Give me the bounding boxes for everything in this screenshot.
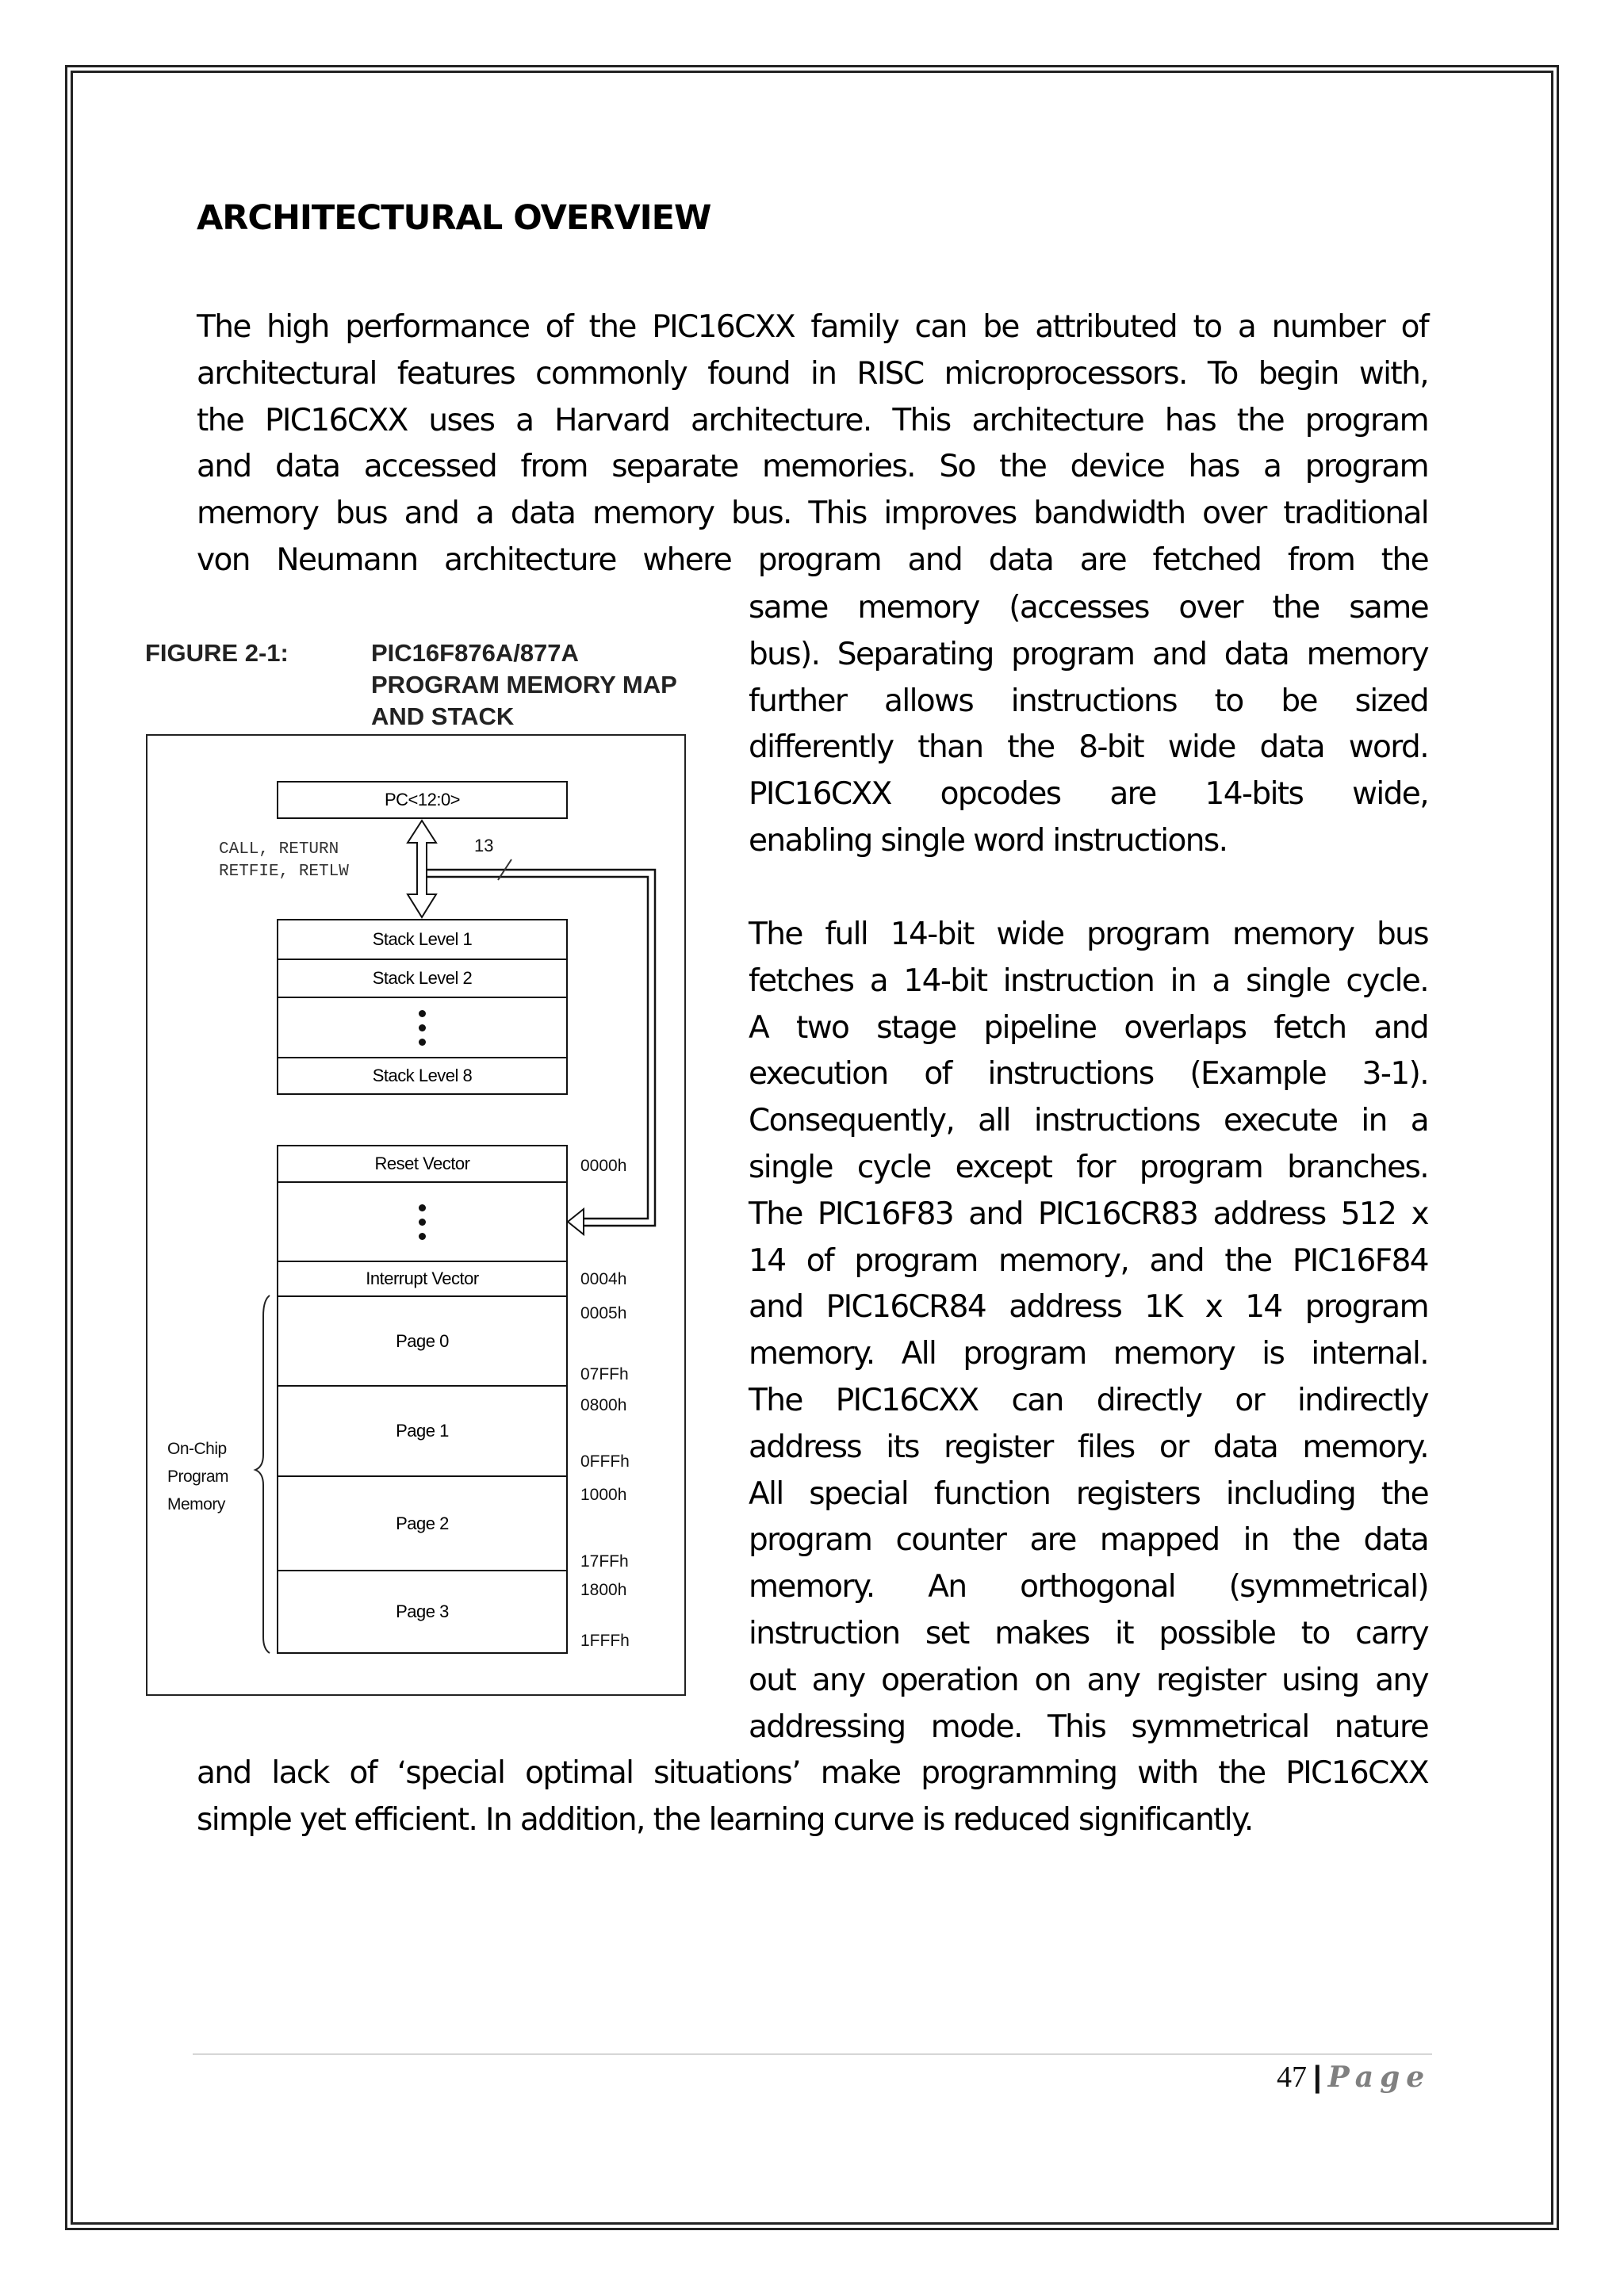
text-line: and PIC16CR84 address 1K x 14 program: [749, 1289, 1428, 1326]
figure-number: FIGURE 2-1:: [145, 639, 289, 667]
text-line: 14 of program memory, and the PIC16F84: [749, 1242, 1428, 1279]
text-line: addressing mode. This symmetrical nature: [749, 1709, 1428, 1745]
stack-label: Stack Level 8: [372, 1066, 473, 1085]
address-label: 0004h: [580, 1270, 627, 1288]
text-line: out any operation on any register using any: [749, 1662, 1428, 1698]
text-line: All special function registers including the: [749, 1475, 1428, 1512]
bus-width-label: 13: [474, 836, 494, 855]
page-label: Page 3: [396, 1601, 449, 1621]
address-label: 0FFFh: [580, 1452, 630, 1471]
address-label: 0000h: [580, 1157, 627, 1175]
text-line: memory bus and a data memory bus. This improves bandwidth over traditional: [197, 496, 1428, 532]
text-line: differently than the 8-bit wide data word.: [749, 729, 1428, 766]
text-line: fetches a 14-bit instruction in a single cycle.: [749, 962, 1428, 999]
figure-title-line: PIC16F876A/877A: [371, 639, 579, 667]
stack-level-8: [277, 1057, 568, 1095]
page-label: Page 1: [396, 1421, 449, 1441]
vertical-ellipsis-icon: [419, 1010, 426, 1046]
page-1: [277, 1385, 568, 1477]
call-return-label: CALL, RETURN: [219, 840, 339, 859]
address-label: 07FFh: [580, 1365, 629, 1383]
text-line: The high performance of the PIC16CXX family can be attributed to a number of: [197, 309, 1428, 345]
vector-gap: [277, 1181, 568, 1262]
page-word: Page: [1327, 2061, 1431, 2094]
text-line: memory. All program memory is internal.: [749, 1336, 1428, 1372]
address-label: 17FFh: [580, 1552, 629, 1571]
text-line: address its register files or data memory.: [749, 1429, 1428, 1465]
text-line: the PIC16CXX uses a Harvard architecture. This architecture has the program: [197, 402, 1428, 438]
page-label: Page 2: [396, 1513, 449, 1533]
page-label: Page 0: [396, 1330, 449, 1351]
text-line: further allows instructions to be sized: [749, 683, 1428, 719]
pc-label: PC<12:0>: [384, 790, 461, 809]
label-line: On-Chip: [167, 1440, 227, 1458]
text-line: enabling single word instructions.: [749, 822, 1228, 859]
text-line: architectural features commonly found in RISC microprocessors. To begin with,: [197, 355, 1428, 392]
address-label: 1800h: [580, 1581, 627, 1599]
address-label: 0800h: [580, 1396, 627, 1414]
vertical-ellipsis-icon: [419, 1204, 426, 1240]
reset-vector: [277, 1145, 568, 1183]
stack-level-2: [277, 959, 568, 998]
page-number: 47: [1277, 2061, 1307, 2094]
text-line: same memory (accesses over the same: [749, 590, 1428, 626]
figure-title-line: AND STACK: [371, 702, 515, 730]
interrupt-vector: [277, 1261, 568, 1297]
page-0: [277, 1295, 568, 1387]
on-chip-memory-label: [167, 1435, 228, 1518]
text-line: execution of instructions (Example 3-1).: [749, 1056, 1428, 1093]
retfie-retlw-label: RETFIE, RETLW: [219, 863, 349, 881]
section-heading: ARCHITECTURAL OVERVIEW: [197, 198, 711, 238]
page-2: [277, 1475, 568, 1571]
text-line: instruction set makes it possible to carry: [749, 1615, 1428, 1651]
footer-divider: [193, 2053, 1432, 2055]
footer-separator: |: [1313, 2061, 1322, 2094]
text-line: simple yet efficient. In addition, the learning curve is reduced significantly.: [197, 1801, 1253, 1838]
label-line: Program: [167, 1468, 229, 1486]
stack-ellipsis: [277, 997, 568, 1058]
text-line: The PIC16CXX can directly or indirectly: [749, 1382, 1428, 1418]
page-footer: [1277, 2060, 1431, 2095]
text-line: A two stage pipeline overlaps fetch and: [749, 1009, 1428, 1046]
address-label: 1FFFh: [580, 1632, 630, 1650]
text-line: single cycle except for program branches.: [749, 1149, 1428, 1185]
memory-label: Reset Vector: [374, 1154, 470, 1173]
text-line: The PIC16F83 and PIC16CR83 address 512 x: [749, 1196, 1428, 1232]
stack-level-1: [277, 919, 568, 960]
text-line: PIC16CXX opcodes are 14-bits wide,: [749, 776, 1428, 813]
page-3: [277, 1570, 568, 1654]
text-line: memory. An orthogonal (symmetrical): [749, 1569, 1428, 1605]
figure-title-line: PROGRAM MEMORY MAP: [371, 671, 677, 698]
text-line: Consequently, all instructions execute in a: [749, 1103, 1428, 1139]
label-line: Memory: [167, 1495, 225, 1513]
text-line: and data accessed from separate memories. So the device has a program: [197, 449, 1428, 485]
text-line: program counter are mapped in the data: [749, 1522, 1428, 1559]
text-line: The full 14-bit wide program memory bus: [749, 916, 1428, 952]
stack-label: Stack Level 2: [372, 968, 473, 988]
text-line: von Neumann architecture where program and data are fetched from the: [197, 541, 1428, 578]
memory-label: Interrupt Vector: [366, 1269, 479, 1288]
address-label: 1000h: [580, 1486, 627, 1504]
text-line: and lack of ‘special optimal situations’ make programming with the PIC16CXX: [197, 1755, 1428, 1791]
text-line: bus). Separating program and data memory: [749, 636, 1428, 672]
address-label: 0005h: [580, 1304, 627, 1322]
stack-label: Stack Level 1: [372, 929, 473, 949]
